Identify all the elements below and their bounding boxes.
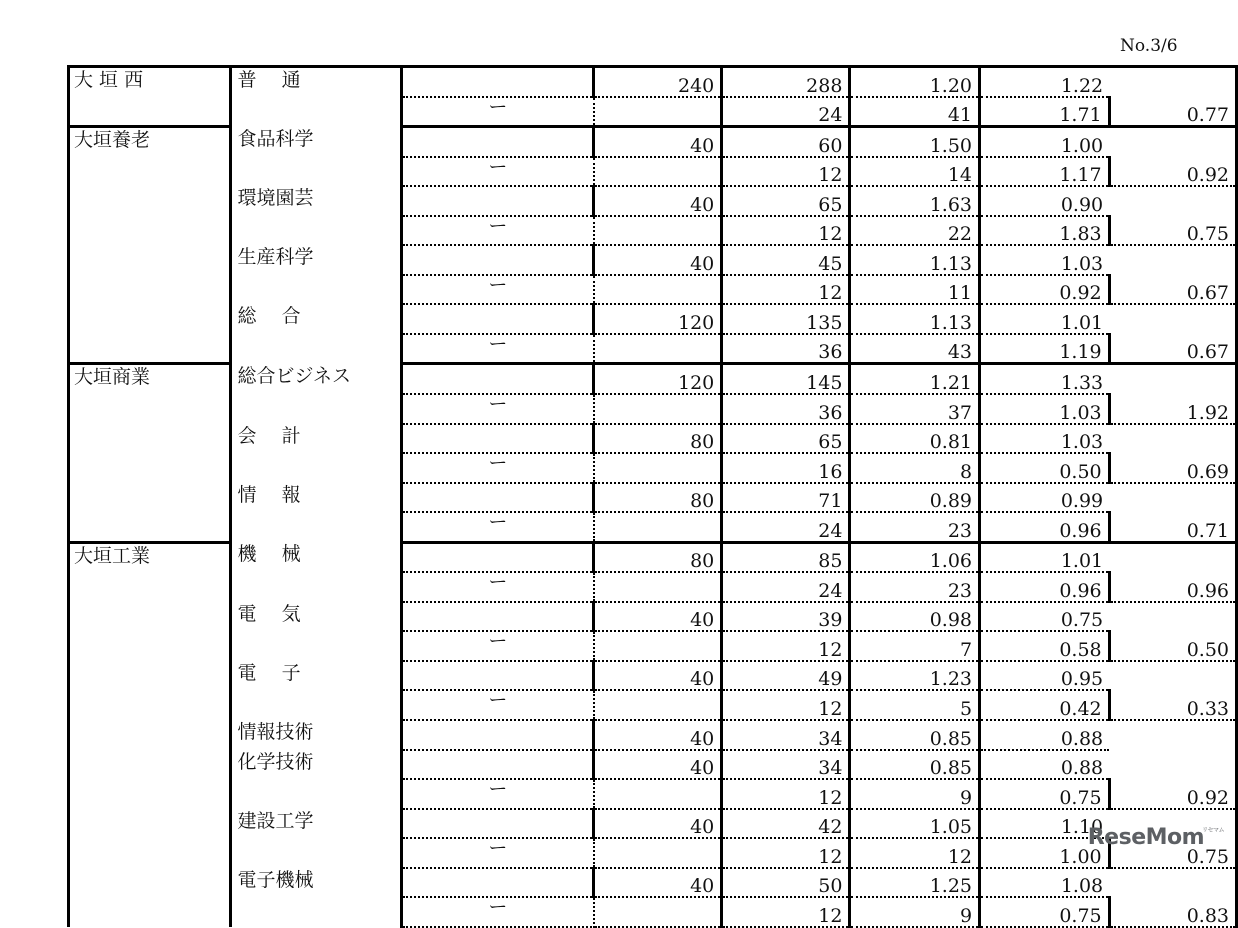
prev-ratio-cell: 0.88	[980, 720, 1110, 750]
applicants-cell: 8	[850, 453, 980, 483]
table-row	[69, 67, 1237, 97]
sub-label-cell: ー	[402, 512, 594, 542]
blank-cell	[594, 216, 722, 246]
school-name-cell: 大 垣 西	[69, 67, 231, 97]
course-name-cell	[230, 572, 402, 602]
prev-ratio-cell: 0.83	[1109, 897, 1236, 927]
school-name-cell	[69, 453, 231, 483]
ratio-cell: 1.13	[850, 245, 980, 275]
table-row	[69, 690, 1237, 720]
table-row	[69, 838, 1237, 868]
applicants-cell: 288	[722, 67, 850, 97]
applicants-cell: 22	[850, 216, 980, 246]
ratio-cell: 0.85	[850, 750, 980, 780]
sub-label-cell: ー	[402, 334, 594, 364]
ratio-cell: 0.98	[850, 602, 980, 632]
sub-label-cell: ー	[402, 572, 594, 602]
applicants-cell: 34	[722, 750, 850, 780]
sub-label-cell: ー	[402, 690, 594, 720]
table-row	[69, 364, 1237, 394]
blank-cell	[402, 602, 594, 632]
prev-ratio-cell: 0.67	[1109, 275, 1236, 305]
prev-ratio-cell: 0.90	[980, 186, 1110, 216]
applicants-cell: 145	[722, 364, 850, 394]
school-name-cell	[69, 97, 231, 127]
applicants-cell: 39	[722, 602, 850, 632]
course-name-cell	[230, 453, 402, 483]
prev-ratio-cell: 1.33	[980, 364, 1110, 394]
sub-label-cell: ー	[402, 216, 594, 246]
blank-cell	[402, 661, 594, 691]
capacity-cell: 40	[594, 868, 722, 898]
course-name-cell	[230, 275, 402, 305]
table-row	[69, 483, 1237, 513]
prev-ratio-cell: 0.75	[980, 602, 1110, 632]
course-name-cell: 生産科学	[230, 245, 402, 275]
table-row	[69, 424, 1237, 454]
blank-cell	[402, 127, 594, 157]
ratio-cell: 1.50	[850, 127, 980, 157]
school-name-cell	[69, 720, 231, 750]
table-row	[69, 631, 1237, 661]
prev-ratio-cell: 1.00	[980, 127, 1110, 157]
ratio-cell: 1.21	[850, 364, 980, 394]
ratio-cell: 0.96	[980, 512, 1110, 542]
applicants-cell: 37	[850, 394, 980, 424]
prev-ratio-cell: 1.92	[1109, 394, 1236, 424]
ratio-cell: 1.20	[850, 67, 980, 97]
table-row	[69, 542, 1237, 572]
ratio-cell: 1.17	[980, 157, 1110, 187]
blank-cell	[594, 897, 722, 927]
capacity-cell: 80	[594, 483, 722, 513]
course-name-cell: 普 通	[230, 67, 402, 97]
capacity-cell: 40	[594, 661, 722, 691]
sub-label-cell: ー	[402, 897, 594, 927]
ratio-cell: 1.23	[850, 661, 980, 691]
sub-label-cell: ー	[402, 631, 594, 661]
capacity-cell: 40	[594, 750, 722, 780]
ratio-cell: 0.75	[980, 779, 1110, 809]
capacity-cell: 40	[594, 720, 722, 750]
course-name-cell	[230, 157, 402, 187]
prev-ratio-cell: 0.50	[1109, 631, 1236, 661]
blank-cell	[594, 631, 722, 661]
capacity-cell: 36	[722, 334, 850, 364]
applicants-cell: 7	[850, 631, 980, 661]
applicants-cell: 65	[722, 186, 850, 216]
table-row	[69, 334, 1237, 364]
ratio-cell: 1.03	[980, 394, 1110, 424]
capacity-cell: 40	[594, 809, 722, 839]
applicants-cell: 9	[850, 779, 980, 809]
school-name-cell	[69, 275, 231, 305]
table-row	[69, 779, 1237, 809]
ratio-cell: 1.25	[850, 868, 980, 898]
capacity-cell: 120	[594, 304, 722, 334]
blank-cell	[594, 97, 722, 127]
ratio-cell: 1.71	[980, 97, 1110, 127]
course-name-cell	[230, 631, 402, 661]
applicants-cell: 11	[850, 275, 980, 305]
school-name-cell	[69, 572, 231, 602]
capacity-cell: 12	[722, 690, 850, 720]
capacity-cell: 36	[722, 394, 850, 424]
course-name-cell	[230, 97, 402, 127]
table-row	[69, 602, 1237, 632]
applicants-cell: 34	[722, 720, 850, 750]
course-name-cell: 総合ビジネス	[230, 364, 402, 394]
school-name-cell	[69, 157, 231, 187]
school-name-cell	[69, 512, 231, 542]
table-row	[69, 809, 1237, 839]
applicants-cell: 85	[722, 542, 850, 572]
ratio-cell: 0.89	[850, 483, 980, 513]
school-name-cell	[69, 661, 231, 691]
prev-ratio-cell: 1.01	[980, 542, 1110, 572]
table-row	[69, 394, 1237, 424]
applicants-cell: 45	[722, 245, 850, 275]
school-name-cell	[69, 602, 231, 632]
ratio-cell: 0.42	[980, 690, 1110, 720]
course-name-cell: 化学技術	[230, 750, 402, 780]
table-row	[69, 304, 1237, 334]
capacity-cell: 80	[594, 424, 722, 454]
capacity-cell: 40	[594, 186, 722, 216]
prev-ratio-cell: 1.22	[980, 67, 1110, 97]
course-name-cell	[230, 394, 402, 424]
table-row	[69, 512, 1237, 542]
capacity-cell: 24	[722, 97, 850, 127]
ratio-cell: 1.13	[850, 304, 980, 334]
sub-label-cell: ー	[402, 394, 594, 424]
sub-label-cell: ー	[402, 97, 594, 127]
school-name-cell	[69, 304, 231, 334]
prev-ratio-cell: 0.99	[980, 483, 1110, 513]
applicants-cell: 9	[850, 897, 980, 927]
course-name-cell	[230, 216, 402, 246]
ratio-cell: 1.06	[850, 542, 980, 572]
school-name-cell	[69, 868, 231, 898]
school-name-cell	[69, 631, 231, 661]
prev-ratio-cell: 0.95	[980, 661, 1110, 691]
applicants-cell: 71	[722, 483, 850, 513]
resemom-logo	[1088, 825, 1224, 850]
course-name-cell	[230, 512, 402, 542]
school-name-cell	[69, 779, 231, 809]
school-name-cell	[69, 750, 231, 780]
capacity-cell: 24	[722, 572, 850, 602]
capacity-cell: 40	[594, 602, 722, 632]
table-row	[69, 245, 1237, 275]
applicants-cell: 65	[722, 424, 850, 454]
blank-cell	[402, 67, 594, 97]
ratio-cell: 0.96	[980, 572, 1110, 602]
sub-label-cell: ー	[402, 157, 594, 187]
applicants-cell: 135	[722, 304, 850, 334]
capacity-cell: 16	[722, 453, 850, 483]
blank-cell	[402, 364, 594, 394]
prev-ratio-cell: 0.92	[1109, 779, 1236, 809]
blank-cell	[594, 394, 722, 424]
applicants-cell: 50	[722, 868, 850, 898]
page-number: No.3/6	[1120, 36, 1178, 56]
applicants-cell: 23	[850, 512, 980, 542]
enrollment-table	[67, 65, 1238, 928]
prev-ratio-cell: 1.01	[980, 304, 1110, 334]
applicants-cell: 42	[722, 809, 850, 839]
course-name-cell	[230, 897, 402, 927]
blank-cell	[402, 424, 594, 454]
table-row	[69, 186, 1237, 216]
school-name-cell	[69, 334, 231, 364]
blank-cell	[402, 809, 594, 839]
sub-label-cell: ー	[402, 779, 594, 809]
course-name-cell: 情 報	[230, 483, 402, 513]
school-name-cell	[69, 216, 231, 246]
blank-cell	[594, 275, 722, 305]
prev-ratio-cell: 0.69	[1109, 453, 1236, 483]
blank-cell	[402, 720, 594, 750]
table-row	[69, 720, 1237, 750]
course-name-cell: 情報技術	[230, 720, 402, 750]
course-name-cell: 電 気	[230, 602, 402, 632]
table-row	[69, 453, 1237, 483]
blank-cell	[402, 186, 594, 216]
ratio-cell: 0.85	[850, 720, 980, 750]
capacity-cell: 40	[594, 245, 722, 275]
ratio-cell: 1.00	[980, 838, 1110, 868]
course-name-cell	[230, 334, 402, 364]
school-name-cell	[69, 483, 231, 513]
applicants-cell: 14	[850, 157, 980, 187]
blank-cell	[594, 838, 722, 868]
course-name-cell: 建設工学	[230, 809, 402, 839]
course-name-cell: 会 計	[230, 424, 402, 454]
capacity-cell: 12	[722, 275, 850, 305]
course-name-cell	[230, 779, 402, 809]
applicants-cell: 41	[850, 97, 980, 127]
capacity-cell: 12	[722, 631, 850, 661]
blank-cell	[402, 245, 594, 275]
logo-text: ReseMom	[1087, 825, 1205, 850]
table-row	[69, 868, 1237, 898]
course-name-cell	[230, 838, 402, 868]
table-row	[69, 97, 1237, 127]
sub-label-cell: ー	[402, 275, 594, 305]
ratio-cell: 1.19	[980, 334, 1110, 364]
capacity-cell: 12	[722, 897, 850, 927]
prev-ratio-cell: 0.88	[980, 750, 1110, 780]
school-name-cell	[69, 809, 231, 839]
blank-cell	[402, 750, 594, 780]
ratio-cell: 0.58	[980, 631, 1110, 661]
table-row	[69, 157, 1237, 187]
capacity-cell: 12	[722, 838, 850, 868]
blank-cell	[402, 483, 594, 513]
capacity-cell: 120	[594, 364, 722, 394]
blank-cell	[402, 868, 594, 898]
table-row	[69, 127, 1237, 157]
capacity-cell: 40	[594, 127, 722, 157]
school-name-cell: 大垣養老	[69, 127, 231, 157]
blank-cell	[594, 690, 722, 720]
prev-ratio-cell: 1.10	[980, 809, 1110, 839]
course-name-cell: 総 合	[230, 304, 402, 334]
table-body	[69, 67, 1237, 927]
capacity-cell: 24	[722, 512, 850, 542]
logo-small-text: リセマム	[1202, 827, 1224, 834]
ratio-cell: 0.75	[980, 897, 1110, 927]
blank-cell	[402, 542, 594, 572]
prev-ratio-cell: 0.33	[1109, 690, 1236, 720]
blank-cell	[594, 157, 722, 187]
blank-cell	[402, 304, 594, 334]
blank-cell	[594, 779, 722, 809]
prev-ratio-cell: 0.77	[1109, 97, 1236, 127]
prev-ratio-cell: 0.75	[1109, 838, 1236, 868]
course-name-cell	[230, 690, 402, 720]
school-name-cell: 大垣工業	[69, 542, 231, 572]
prev-ratio-cell: 1.08	[980, 868, 1110, 898]
applicants-cell: 23	[850, 572, 980, 602]
school-name-cell	[69, 245, 231, 275]
school-name-cell	[69, 897, 231, 927]
applicants-cell: 12	[850, 838, 980, 868]
prev-ratio-cell: 0.71	[1109, 512, 1236, 542]
blank-cell	[594, 512, 722, 542]
blank-cell	[594, 572, 722, 602]
school-name-cell	[69, 186, 231, 216]
course-name-cell: 食品科学	[230, 127, 402, 157]
capacity-cell: 12	[722, 779, 850, 809]
prev-ratio-cell: 1.03	[980, 245, 1110, 275]
ratio-cell: 1.83	[980, 216, 1110, 246]
capacity-cell: 12	[722, 157, 850, 187]
capacity-cell: 80	[594, 542, 722, 572]
applicants-cell: 5	[850, 690, 980, 720]
capacity-cell: 12	[722, 216, 850, 246]
sub-label-cell: ー	[402, 453, 594, 483]
table-row	[69, 897, 1237, 927]
ratio-cell: 1.05	[850, 809, 980, 839]
school-name-cell	[69, 838, 231, 868]
prev-ratio-cell: 1.03	[980, 424, 1110, 454]
ratio-cell: 0.81	[850, 424, 980, 454]
table-row	[69, 661, 1237, 691]
capacity-cell: 240	[594, 67, 722, 97]
ratio-cell: 0.92	[980, 275, 1110, 305]
prev-ratio-cell: 0.96	[1109, 572, 1236, 602]
table-row	[69, 275, 1237, 305]
course-name-cell: 電子機械	[230, 868, 402, 898]
course-name-cell: 機 械	[230, 542, 402, 572]
table-row	[69, 750, 1237, 780]
blank-cell	[594, 453, 722, 483]
sub-label-cell: ー	[402, 838, 594, 868]
school-name-cell	[69, 394, 231, 424]
blank-cell	[594, 334, 722, 364]
applicants-cell: 60	[722, 127, 850, 157]
prev-ratio-cell: 0.67	[1109, 334, 1236, 364]
table-row	[69, 572, 1237, 602]
prev-ratio-cell: 0.92	[1109, 157, 1236, 187]
applicants-cell: 43	[850, 334, 980, 364]
table-row	[69, 216, 1237, 246]
school-name-cell: 大垣商業	[69, 364, 231, 394]
prev-ratio-cell: 0.75	[1109, 216, 1236, 246]
school-name-cell	[69, 424, 231, 454]
school-name-cell	[69, 690, 231, 720]
course-name-cell: 環境園芸	[230, 186, 402, 216]
ratio-cell: 1.63	[850, 186, 980, 216]
applicants-cell: 49	[722, 661, 850, 691]
course-name-cell: 電 子	[230, 661, 402, 691]
ratio-cell: 0.50	[980, 453, 1110, 483]
